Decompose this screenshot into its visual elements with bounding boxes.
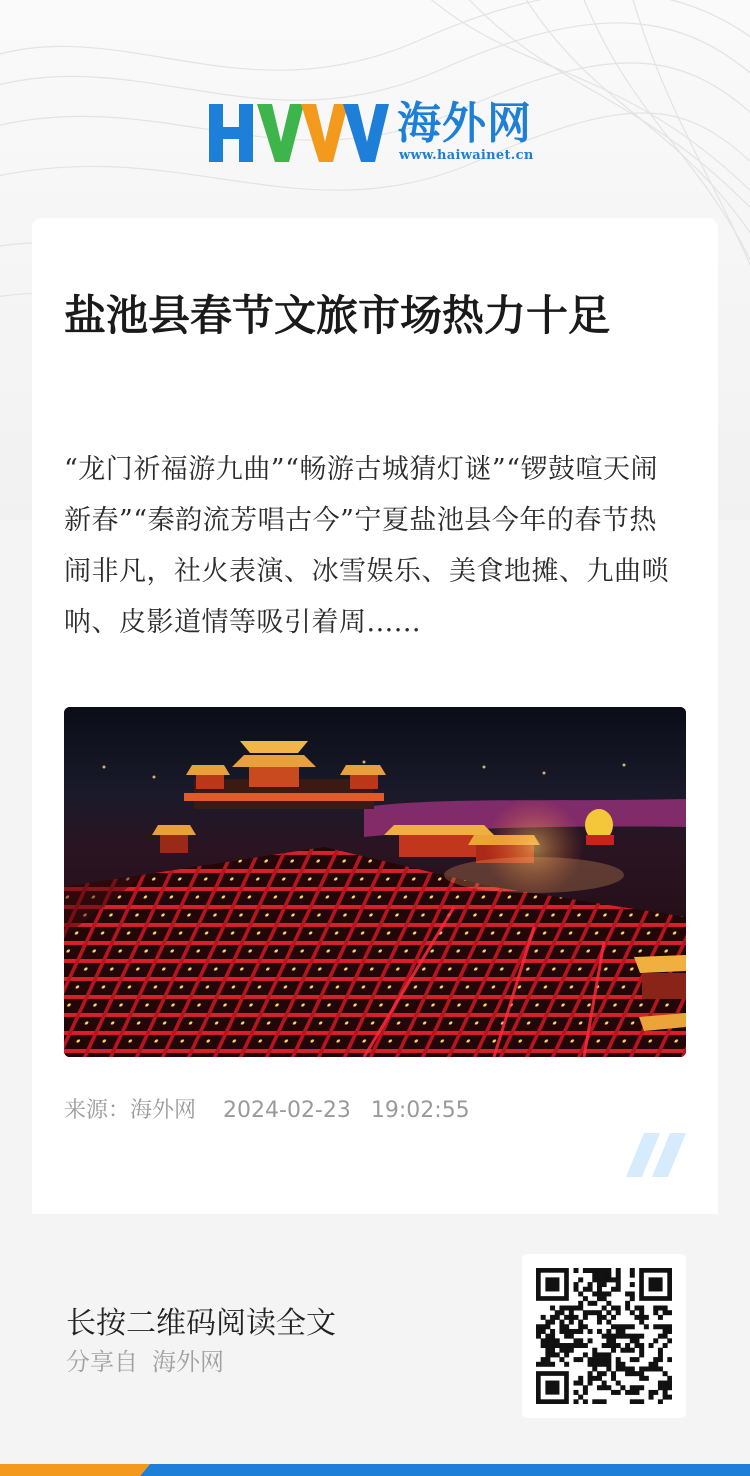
qr-code-icon	[536, 1268, 672, 1404]
night-lantern-festival-image	[64, 707, 686, 1057]
logo-url: www.haiwainet.cn	[399, 148, 534, 163]
site-logo[interactable]	[209, 100, 549, 166]
brand-color-bar	[0, 1464, 750, 1476]
article-image[interactable]	[64, 707, 686, 1057]
share-prefix: 分享自	[66, 1348, 138, 1376]
article-source: 来源：海外网	[64, 1098, 197, 1123]
logo-chinese-name: 海外网	[397, 98, 532, 149]
article-meta	[64, 1093, 490, 1124]
share-source	[66, 1342, 224, 1377]
qr-instruction: 长按二维码阅读全文	[66, 1306, 336, 1341]
double-slash-icon	[626, 1133, 688, 1177]
share-source-name: 海外网	[152, 1348, 224, 1376]
qr-code[interactable]	[522, 1254, 686, 1418]
article-title[interactable]: 盐池县春节文旅市场热力十足	[64, 291, 611, 340]
article-summary[interactable]: “龙门祈福游九曲”“畅游古城猜灯谜”“锣鼓喧天闹新春”“秦韵流芳唱古今”宁夏盐池县今年的春节热闹非凡，社火表演、冰雪娱乐、美食地摊、九曲唢呐、皮影道情等吸引着周......	[64, 454, 669, 638]
article-date: 2024-02-23	[223, 1098, 351, 1123]
hww-logo-icon	[209, 100, 389, 164]
article-time: 19:02:55	[370, 1098, 470, 1123]
